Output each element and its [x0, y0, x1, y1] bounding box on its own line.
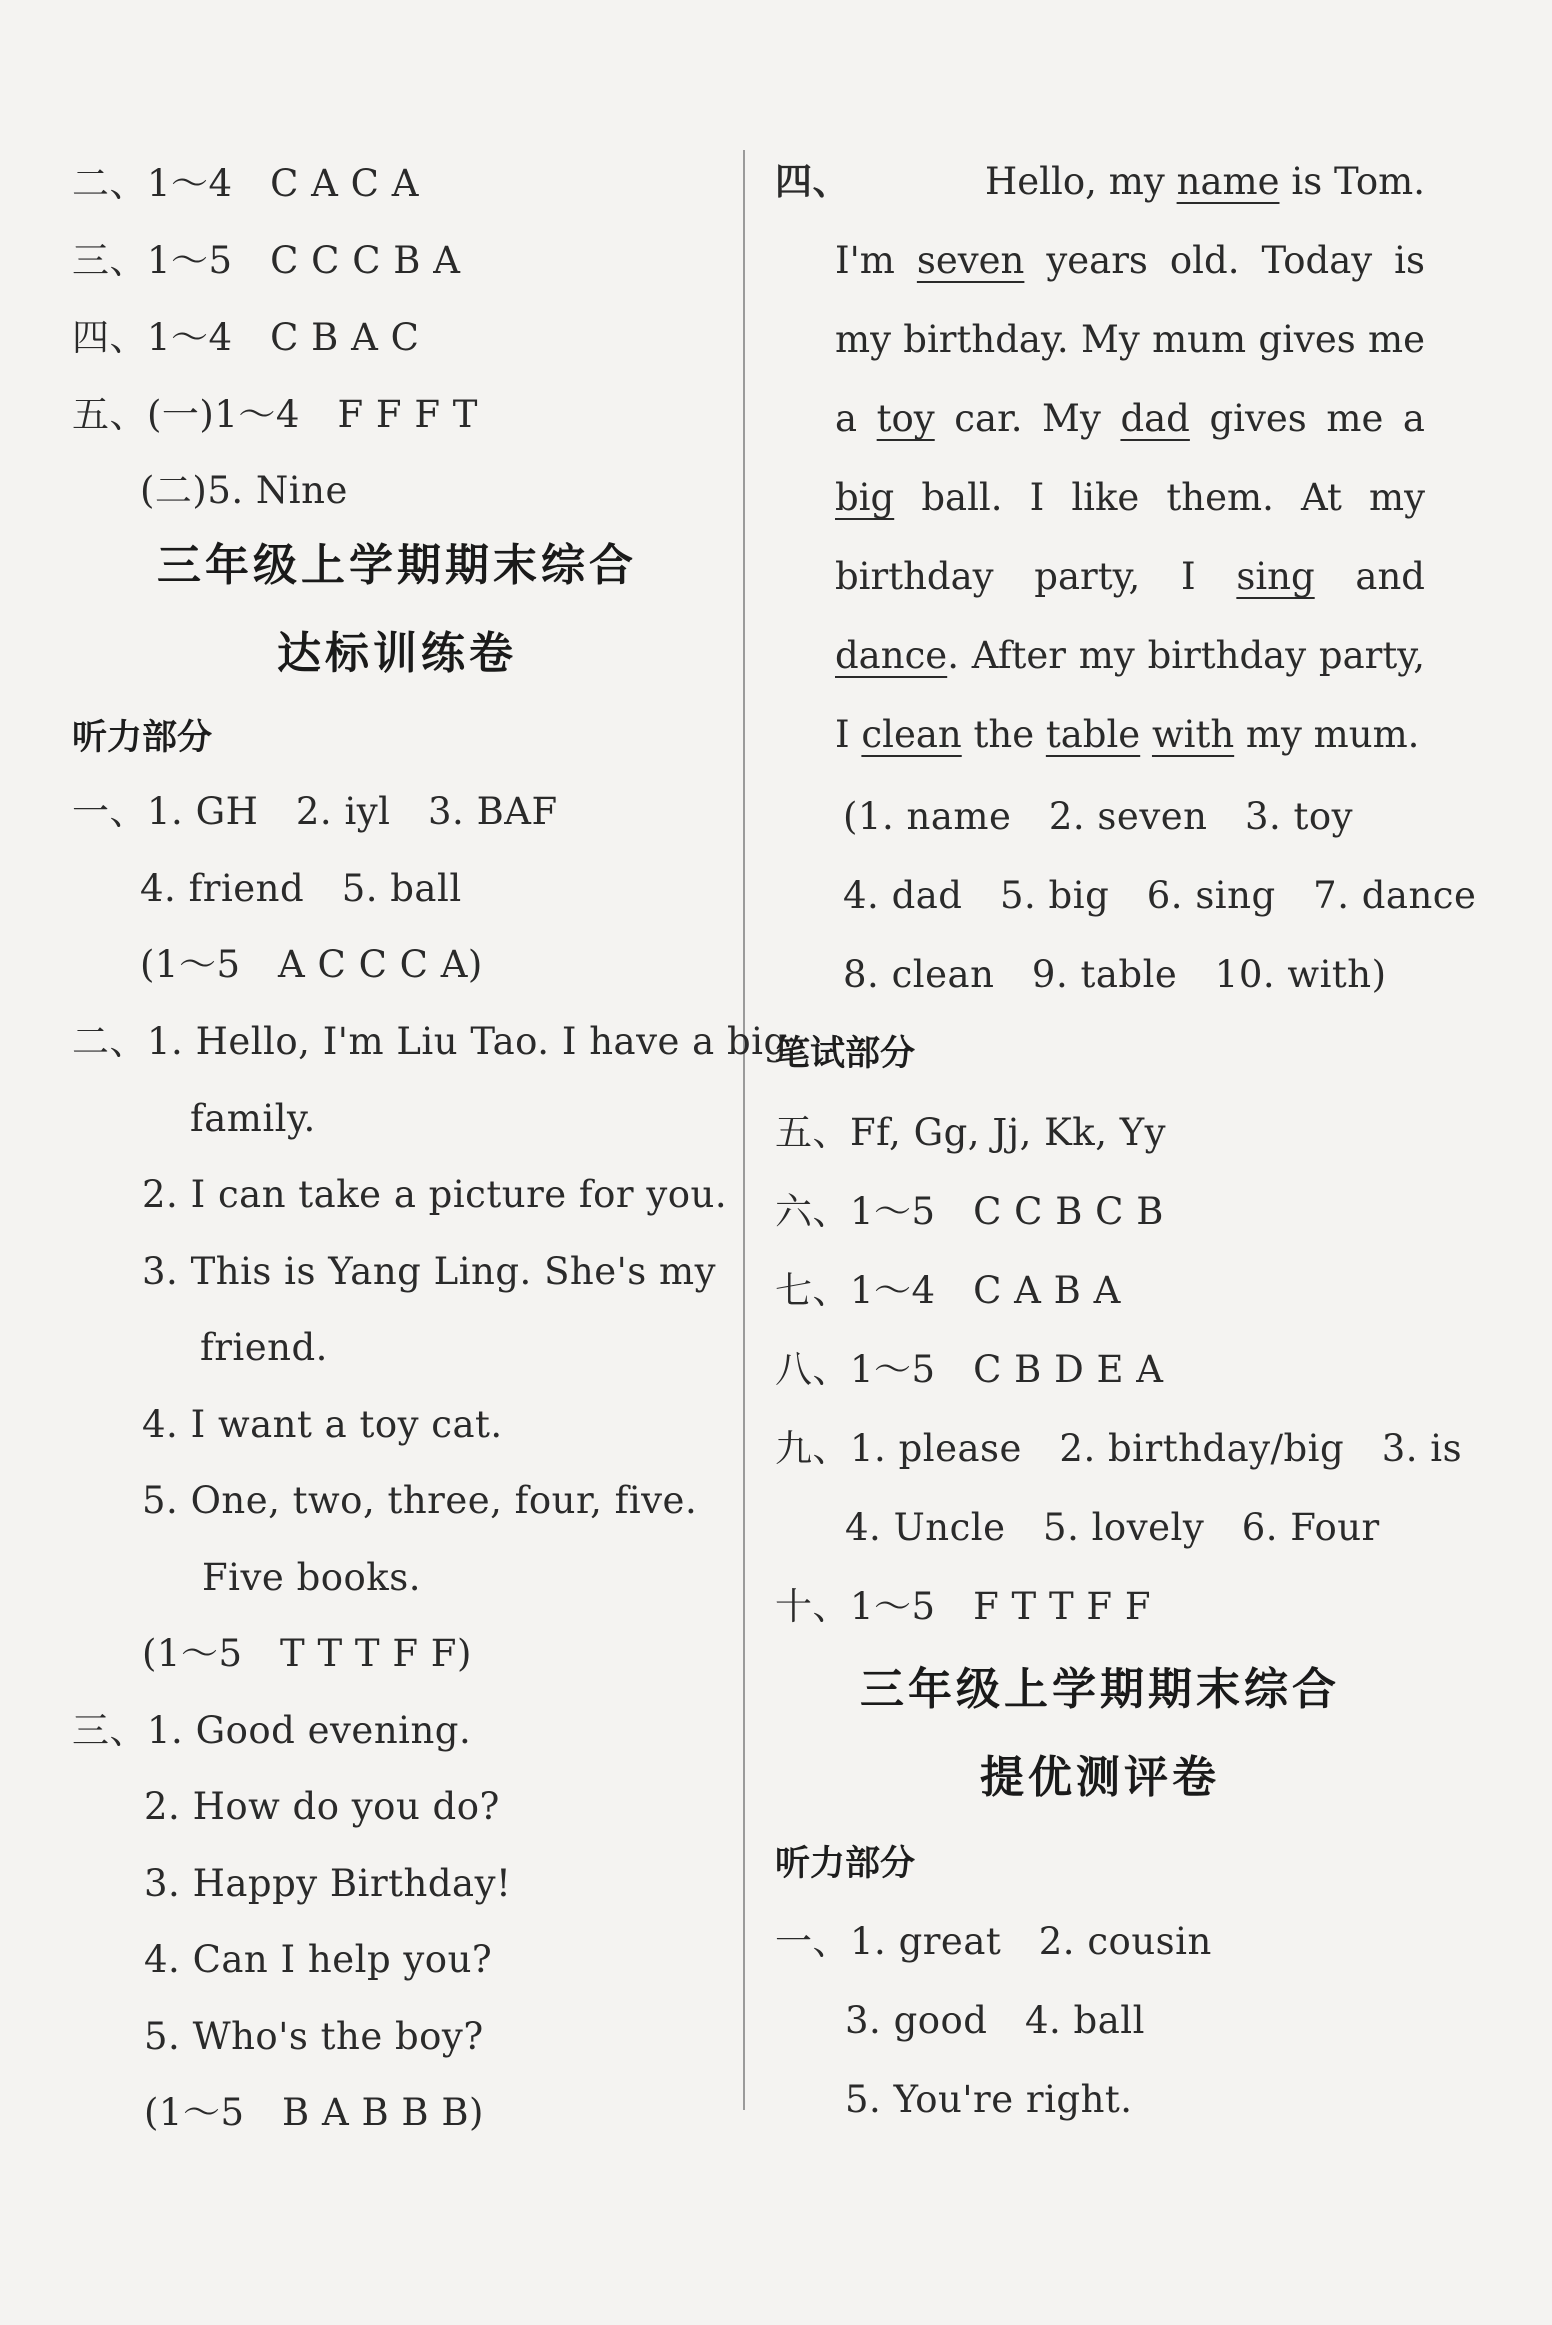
answer-line: Five books.	[202, 1556, 421, 1599]
answer-line: 三、1. Good evening.	[72, 1709, 472, 1752]
blank-answer: name	[1176, 160, 1280, 203]
blank-answer: table	[1045, 713, 1141, 756]
blank-answer: sing	[1236, 555, 1315, 598]
answer-line: (二)5. Nine	[140, 469, 348, 512]
answer-line: 2. How do you do?	[144, 1785, 500, 1828]
blank-answer: with	[1151, 713, 1235, 756]
answer-line: 二、1. Hello, I'm Liu Tao. I have a big	[72, 1020, 788, 1063]
answer-line: 三、1～5 C C C B A	[72, 239, 461, 282]
answer-line: 4. I want a toy cat.	[142, 1403, 503, 1446]
blank-answer: clean	[861, 713, 962, 756]
blank-answer: dad	[1120, 397, 1190, 440]
answer-line: 一、1. great 2. cousin	[775, 1920, 1212, 1963]
answer-line: (1～5 A C C C A)	[140, 943, 483, 986]
blank-answer: dance	[835, 634, 948, 677]
answer-line: 一、1. GH 2. iyl 3. BAF	[72, 790, 558, 833]
answer-line: 2. I can take a picture for you.	[142, 1173, 728, 1216]
answer-line: (1. name 2. seven 3. toy	[843, 795, 1354, 838]
answer-line: 八、1～5 C B D E A	[775, 1348, 1164, 1391]
listening-heading: 听力部分	[72, 718, 213, 758]
blank-answer: seven	[916, 239, 1025, 282]
answer-line: 5. You're right.	[845, 2078, 1133, 2121]
answer-line: 六、1～5 C C B C B	[775, 1190, 1164, 1233]
section-title: 三年级上学期期末综合	[860, 1664, 1340, 1715]
passage-label: 四、	[775, 160, 850, 203]
answer-line: 4. Can I help you?	[144, 1938, 493, 1981]
answer-line: 五、(一)1～4 F F F T	[72, 393, 478, 436]
answer-line: 五、Ff, Gg, Jj, Kk, Yy	[775, 1111, 1167, 1154]
blank-answer: big	[835, 476, 895, 519]
blank-answer: toy	[876, 397, 935, 440]
answer-line: friend.	[200, 1326, 328, 1369]
answer-line: 3. This is Yang Ling. She's my	[142, 1250, 717, 1293]
answer-line: 4. dad 5. big 6. sing 7. dance	[843, 874, 1477, 917]
answer-line: 5. One, two, three, four, five.	[142, 1479, 698, 1522]
section-subtitle: 达标训练卷	[277, 628, 517, 679]
section-subtitle: 提优测评卷	[980, 1752, 1220, 1803]
answer-line: (1～5 B A B B B)	[144, 2091, 484, 2134]
answer-line: 5. Who's the boy?	[144, 2015, 484, 2058]
answer-line: 二、1～4 C A C A	[72, 162, 419, 205]
answer-line: 4. Uncle 5. lovely 6. Four	[845, 1506, 1380, 1549]
answer-line: 4. friend 5. ball	[140, 867, 462, 910]
answer-line: 七、1～4 C A B A	[775, 1269, 1121, 1312]
answer-line: 3. good 4. ball	[845, 1999, 1145, 2042]
answer-line: 8. clean 9. table 10. with)	[843, 953, 1387, 996]
answer-line: (1～5 T T T F F)	[142, 1632, 472, 1675]
writing-heading: 笔试部分	[775, 1034, 916, 1074]
section-title: 三年级上学期期末综合	[157, 540, 637, 591]
listening-heading: 听力部分	[775, 1844, 916, 1884]
answer-line: 十、1～5 F T T F F	[775, 1585, 1152, 1628]
answer-line: family.	[190, 1097, 316, 1140]
answer-line: 四、1～4 C B A C	[72, 316, 420, 359]
cloze-passage: Hello, my name is Tom. I'm seven years old. Today is my birthday. My mum gives me a toy car. My dad gives me a big ball. I like them. At my birthday party, I sing and dance. After my birthday party, I clean the table with my mum.	[835, 160, 1425, 756]
answer-line: 九、1. please 2. birthday/big 3. is	[775, 1427, 1463, 1470]
answer-line: 3. Happy Birthday!	[144, 1862, 512, 1905]
column-divider	[743, 150, 745, 2110]
